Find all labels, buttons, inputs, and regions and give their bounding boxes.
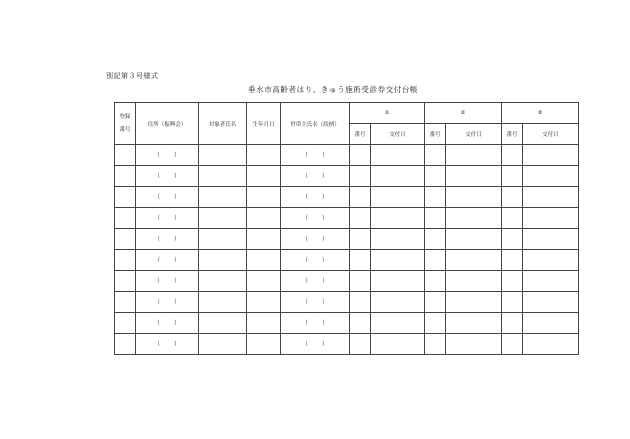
registration-number-cell	[115, 145, 136, 166]
header-group-1-issue-date: 交付日	[371, 124, 425, 145]
householder-cell	[281, 292, 350, 313]
group-3-issue-date-cell	[523, 250, 579, 271]
open-paren: （	[154, 172, 161, 180]
householder-cell	[281, 208, 350, 229]
subject-name-cell	[199, 208, 247, 229]
group-2-issue-date-cell	[446, 250, 502, 271]
address-cell	[136, 334, 199, 355]
open-paren: （	[154, 298, 161, 306]
group-1-number-cell	[350, 313, 371, 334]
group-3-issue-date-cell	[523, 187, 579, 208]
table-row	[115, 292, 579, 313]
group-2-number-cell	[425, 145, 446, 166]
group-2-number-cell	[425, 271, 446, 292]
header-group-3-number: 番号	[502, 124, 523, 145]
parenthesis-pair	[154, 171, 180, 180]
group-2-number-cell	[425, 250, 446, 271]
open-paren: （	[154, 151, 161, 159]
group-3-number-cell	[502, 334, 523, 355]
parenthesis-pair	[302, 318, 328, 327]
group-2-number-cell	[425, 166, 446, 187]
birth-date-cell	[247, 292, 281, 313]
group-2-issue-date-cell	[446, 271, 502, 292]
householder-cell	[281, 145, 350, 166]
group-1-number-cell	[350, 145, 371, 166]
close-paren: ）	[321, 277, 328, 285]
registration-number-cell	[115, 271, 136, 292]
birth-date-cell	[247, 313, 281, 334]
group-1-issue-date-cell	[371, 250, 425, 271]
group-1-issue-date-cell	[371, 271, 425, 292]
table-row	[115, 313, 579, 334]
open-paren: （	[302, 172, 309, 180]
open-paren: （	[154, 340, 161, 348]
header-registration-number	[115, 103, 136, 145]
header-address: 住所（振興会）	[136, 103, 199, 145]
table-row	[115, 250, 579, 271]
group-2-issue-date-cell	[446, 229, 502, 250]
address-cell	[136, 229, 199, 250]
header-group-1-number: 番号	[350, 124, 371, 145]
group-1-number-cell	[350, 292, 371, 313]
close-paren: ）	[321, 319, 328, 327]
parenthesis-pair	[154, 234, 180, 243]
close-paren: ）	[321, 340, 328, 348]
address-cell	[136, 292, 199, 313]
address-cell	[136, 313, 199, 334]
close-paren: ）	[173, 340, 180, 348]
open-paren: （	[302, 298, 309, 306]
open-paren: （	[302, 235, 309, 243]
birth-date-cell	[247, 145, 281, 166]
parenthesis-pair	[302, 255, 328, 264]
open-paren: （	[154, 256, 161, 264]
birth-date-cell	[247, 166, 281, 187]
issuance-register-table	[114, 102, 579, 355]
group-1-issue-date-cell	[371, 334, 425, 355]
close-paren: ）	[173, 298, 180, 306]
open-paren: （	[154, 193, 161, 201]
header-birth-date: 生年月日	[247, 103, 281, 145]
header-group-3: ③	[502, 103, 579, 124]
birth-date-cell	[247, 187, 281, 208]
parenthesis-pair	[302, 171, 328, 180]
registration-number-cell	[115, 187, 136, 208]
group-1-number-cell	[350, 187, 371, 208]
householder-cell	[281, 229, 350, 250]
group-3-issue-date-cell	[523, 166, 579, 187]
group-3-number-cell	[502, 292, 523, 313]
close-paren: ）	[173, 193, 180, 201]
close-paren: ）	[321, 235, 328, 243]
parenthesis-pair	[302, 150, 328, 159]
open-paren: （	[302, 214, 309, 222]
close-paren: ）	[321, 298, 328, 306]
group-3-issue-date-cell	[523, 208, 579, 229]
address-cell	[136, 166, 199, 187]
group-3-issue-date-cell	[523, 145, 579, 166]
table-row	[115, 187, 579, 208]
group-3-number-cell	[502, 271, 523, 292]
table-row	[115, 334, 579, 355]
header-registration-number-line1: 登録	[119, 113, 131, 120]
close-paren: ）	[321, 193, 328, 201]
parenthesis-pair	[302, 339, 328, 348]
group-2-number-cell	[425, 292, 446, 313]
parenthesis-pair	[154, 192, 180, 201]
address-cell	[136, 208, 199, 229]
parenthesis-pair	[154, 150, 180, 159]
address-cell	[136, 187, 199, 208]
register-body	[115, 145, 579, 355]
householder-cell	[281, 271, 350, 292]
parenthesis-pair	[154, 339, 180, 348]
group-1-number-cell	[350, 166, 371, 187]
open-paren: （	[154, 277, 161, 285]
subject-name-cell	[199, 166, 247, 187]
close-paren: ）	[321, 151, 328, 159]
subject-name-cell	[199, 334, 247, 355]
group-2-issue-date-cell	[446, 145, 502, 166]
close-paren: ）	[321, 214, 328, 222]
householder-cell	[281, 334, 350, 355]
address-cell	[136, 250, 199, 271]
group-3-issue-date-cell	[523, 292, 579, 313]
parenthesis-pair	[302, 234, 328, 243]
group-3-number-cell	[502, 166, 523, 187]
registration-number-cell	[115, 229, 136, 250]
registration-number-cell	[115, 313, 136, 334]
group-1-issue-date-cell	[371, 229, 425, 250]
open-paren: （	[302, 340, 309, 348]
close-paren: ）	[173, 277, 180, 285]
close-paren: ）	[173, 319, 180, 327]
birth-date-cell	[247, 208, 281, 229]
group-1-number-cell	[350, 208, 371, 229]
document-title: 垂水市高齢者はり、きゅう施術受診券交付台帳	[248, 85, 419, 94]
subject-name-cell	[199, 313, 247, 334]
table-row	[115, 271, 579, 292]
open-paren: （	[302, 151, 309, 159]
group-3-issue-date-cell	[523, 229, 579, 250]
header-group-2: ②	[425, 103, 502, 124]
close-paren: ）	[321, 172, 328, 180]
subject-name-cell	[199, 292, 247, 313]
parenthesis-pair	[154, 213, 180, 222]
group-2-issue-date-cell	[446, 208, 502, 229]
header-householder: 世帯主氏名（続柄）	[281, 103, 350, 145]
householder-cell	[281, 187, 350, 208]
close-paren: ）	[173, 256, 180, 264]
address-cell	[136, 271, 199, 292]
householder-cell	[281, 166, 350, 187]
group-2-number-cell	[425, 187, 446, 208]
group-2-number-cell	[425, 208, 446, 229]
birth-date-cell	[247, 250, 281, 271]
group-1-number-cell	[350, 271, 371, 292]
group-3-number-cell	[502, 250, 523, 271]
parenthesis-pair	[302, 192, 328, 201]
parenthesis-pair	[302, 213, 328, 222]
open-paren: （	[302, 256, 309, 264]
parenthesis-pair	[154, 276, 180, 285]
subject-name-cell	[199, 187, 247, 208]
group-1-issue-date-cell	[371, 187, 425, 208]
group-3-issue-date-cell	[523, 313, 579, 334]
registration-number-cell	[115, 208, 136, 229]
subject-name-cell	[199, 250, 247, 271]
group-3-number-cell	[502, 313, 523, 334]
header-registration-number-line2: 番号	[119, 126, 131, 133]
birth-date-cell	[247, 229, 281, 250]
table-row	[115, 208, 579, 229]
open-paren: （	[302, 319, 309, 327]
group-3-number-cell	[502, 229, 523, 250]
parenthesis-pair	[302, 297, 328, 306]
header-group-2-number: 番号	[425, 124, 446, 145]
group-2-number-cell	[425, 313, 446, 334]
close-paren: ）	[321, 256, 328, 264]
subject-name-cell	[199, 145, 247, 166]
header-group-1: ①	[350, 103, 425, 124]
group-1-issue-date-cell	[371, 166, 425, 187]
group-1-issue-date-cell	[371, 208, 425, 229]
close-paren: ）	[173, 235, 180, 243]
open-paren: （	[302, 193, 309, 201]
open-paren: （	[154, 214, 161, 222]
close-paren: ）	[173, 172, 180, 180]
group-1-number-cell	[350, 229, 371, 250]
householder-cell	[281, 313, 350, 334]
header-group-3-issue-date: 交付日	[523, 124, 579, 145]
group-2-number-cell	[425, 229, 446, 250]
registration-number-cell	[115, 292, 136, 313]
group-2-issue-date-cell	[446, 166, 502, 187]
group-2-issue-date-cell	[446, 313, 502, 334]
registration-number-cell	[115, 250, 136, 271]
parenthesis-pair	[154, 297, 180, 306]
parenthesis-pair	[154, 318, 180, 327]
group-2-number-cell	[425, 334, 446, 355]
form-identifier: 別記第３号様式	[106, 72, 159, 80]
open-paren: （	[154, 319, 161, 327]
open-paren: （	[302, 277, 309, 285]
close-paren: ）	[173, 214, 180, 222]
registration-number-cell	[115, 166, 136, 187]
group-2-issue-date-cell	[446, 292, 502, 313]
parenthesis-pair	[302, 276, 328, 285]
group-3-issue-date-cell	[523, 334, 579, 355]
group-3-issue-date-cell	[523, 271, 579, 292]
close-paren: ）	[173, 151, 180, 159]
subject-name-cell	[199, 271, 247, 292]
group-1-issue-date-cell	[371, 145, 425, 166]
table-row	[115, 166, 579, 187]
address-cell	[136, 145, 199, 166]
group-3-number-cell	[502, 187, 523, 208]
group-3-number-cell	[502, 208, 523, 229]
group-2-issue-date-cell	[446, 187, 502, 208]
registration-number-cell	[115, 334, 136, 355]
birth-date-cell	[247, 271, 281, 292]
group-1-issue-date-cell	[371, 292, 425, 313]
group-1-number-cell	[350, 250, 371, 271]
birth-date-cell	[247, 334, 281, 355]
open-paren: （	[154, 235, 161, 243]
householder-cell	[281, 250, 350, 271]
group-1-issue-date-cell	[371, 313, 425, 334]
subject-name-cell	[199, 229, 247, 250]
group-3-number-cell	[502, 145, 523, 166]
header-group-2-issue-date: 交付日	[446, 124, 502, 145]
table-row	[115, 229, 579, 250]
group-1-number-cell	[350, 334, 371, 355]
parenthesis-pair	[154, 255, 180, 264]
header-subject-name: 対象者氏名	[199, 103, 247, 145]
group-2-issue-date-cell	[446, 334, 502, 355]
table-row	[115, 145, 579, 166]
